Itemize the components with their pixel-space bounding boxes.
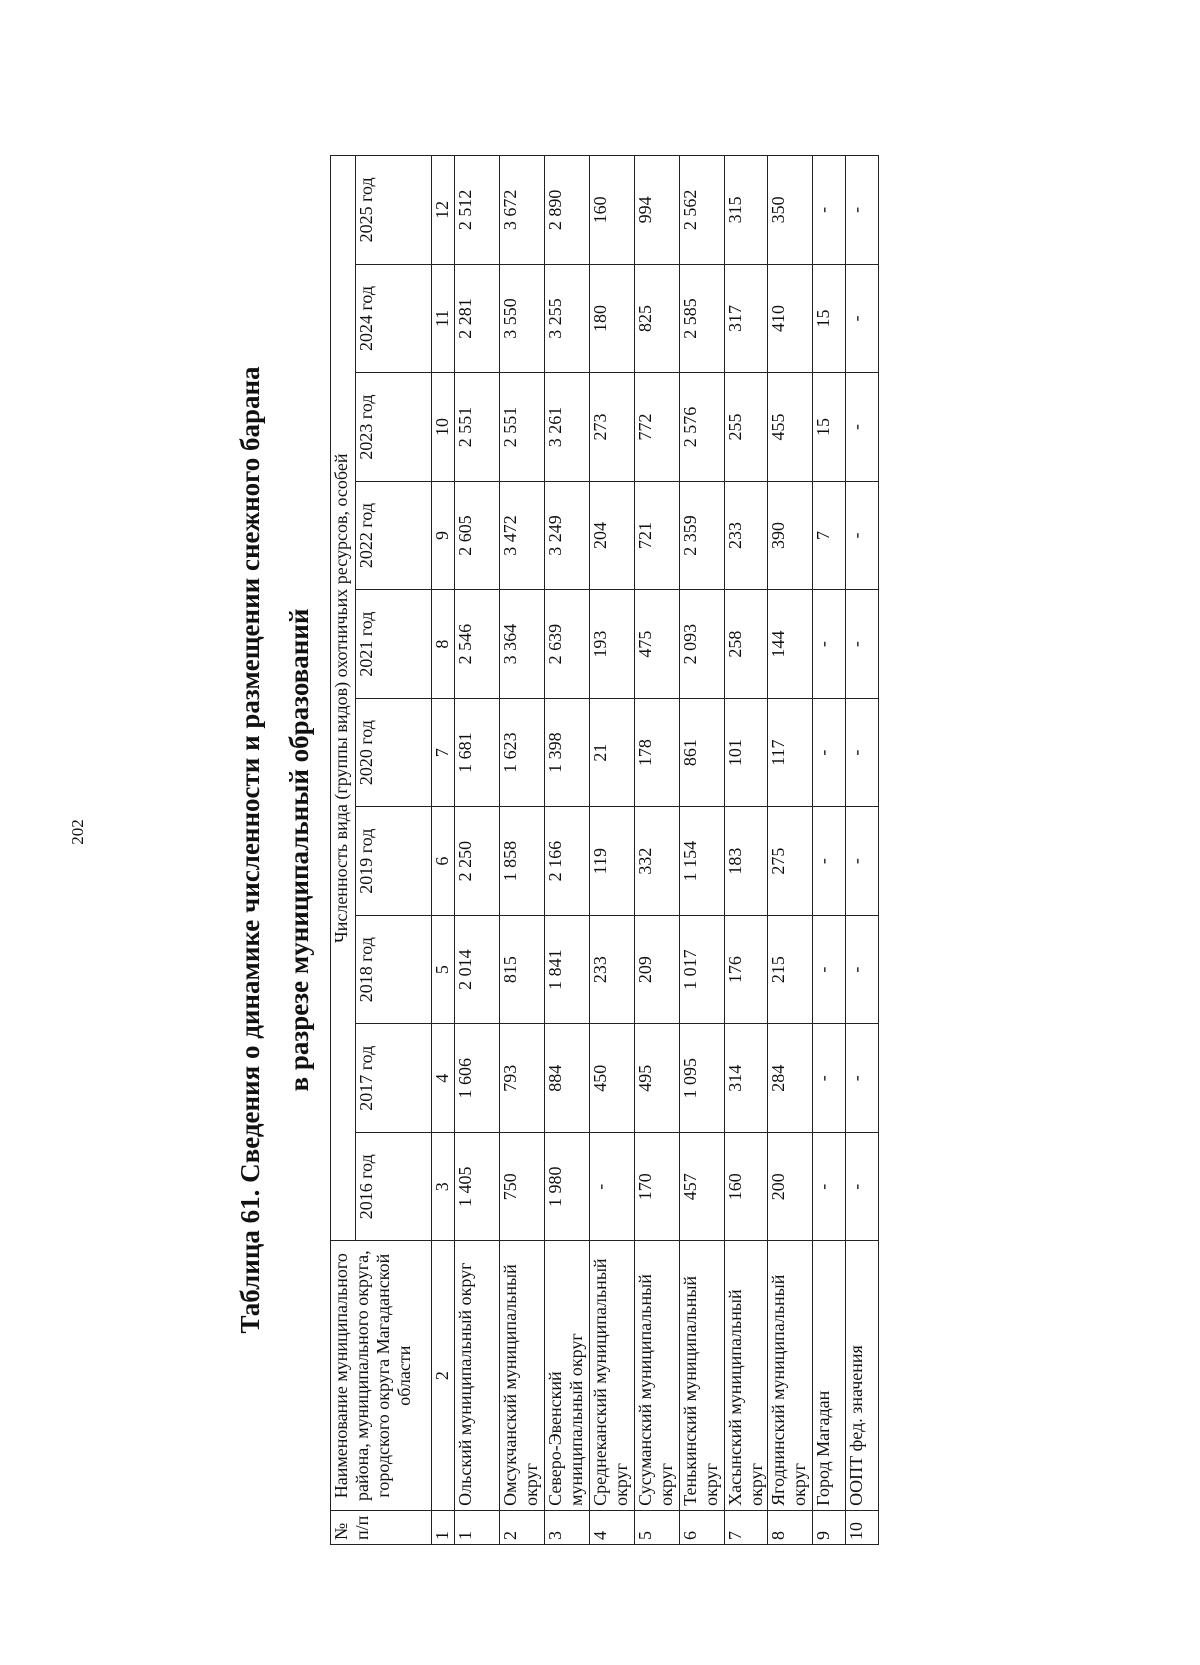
header-number: № п/п (331, 1510, 432, 1544)
population-value: - (590, 1132, 635, 1241)
population-value: 2 250 (455, 807, 500, 916)
population-value: 815 (500, 915, 545, 1024)
table-row (768, 156, 813, 1545)
population-value: - (846, 590, 879, 699)
index-cell: 12 (432, 156, 455, 265)
population-value: 2 585 (680, 264, 725, 373)
population-value: 15 (813, 264, 846, 373)
population-value: - (813, 915, 846, 1024)
population-value: 3 672 (500, 156, 545, 265)
population-value: 2 576 (680, 373, 725, 482)
population-value: 180 (590, 264, 635, 373)
population-value: 3 472 (500, 481, 545, 590)
population-value: 101 (725, 698, 768, 807)
municipality-name: Хасынский муниципальный округ (725, 1241, 768, 1510)
population-value: 1 154 (680, 807, 725, 916)
population-value: 176 (725, 915, 768, 1024)
population-value: 2 014 (455, 915, 500, 1024)
population-value: - (846, 1132, 879, 1241)
index-cell: 8 (432, 590, 455, 699)
population-value: 350 (768, 156, 813, 265)
population-value: 200 (768, 1132, 813, 1241)
table-row (813, 156, 846, 1545)
population-value: 1 398 (545, 698, 590, 807)
table-title: Таблица 61. Сведения о динамике численности и размещении снежного барана (235, 366, 265, 1334)
population-value: - (813, 1132, 846, 1241)
table-row (680, 156, 725, 1545)
row-number: 2 (500, 1510, 545, 1544)
population-value: 721 (635, 481, 680, 590)
municipality-name: Ягоднинский муниципальный округ (768, 1241, 813, 1510)
index-cell: 11 (432, 264, 455, 373)
population-value: - (813, 698, 846, 807)
population-value: 160 (590, 156, 635, 265)
row-number: 7 (725, 1510, 768, 1544)
population-value: - (846, 1024, 879, 1133)
population-value: 3 249 (545, 481, 590, 590)
population-value: - (846, 156, 879, 265)
index-cell: 5 (432, 915, 455, 1024)
population-value: - (846, 264, 879, 373)
index-cell: 6 (432, 807, 455, 916)
population-value: 825 (635, 264, 680, 373)
population-value: - (813, 1024, 846, 1133)
population-value: 1 623 (500, 698, 545, 807)
municipality-name: Тенькинский муниципальный округ (680, 1241, 725, 1510)
header-year: 2021 год (356, 590, 432, 699)
column-index-row (432, 156, 455, 1545)
population-value: 475 (635, 590, 680, 699)
population-value: 317 (725, 264, 768, 373)
table-row (725, 156, 768, 1545)
population-value: 3 550 (500, 264, 545, 373)
population-value: 170 (635, 1132, 680, 1241)
population-value: 7 (813, 481, 846, 590)
index-cell: 2 (432, 1241, 455, 1510)
index-cell: 1 (432, 1510, 455, 1544)
population-value: - (846, 373, 879, 482)
row-number: 10 (846, 1510, 879, 1544)
population-value: 233 (590, 915, 635, 1024)
population-value: 772 (635, 373, 680, 482)
header-name: Наименование муниципального района, муниципального округа, городского округа Магаданской области (331, 1241, 432, 1510)
index-cell: 9 (432, 481, 455, 590)
index-cell: 10 (432, 373, 455, 482)
population-value: 1 858 (500, 807, 545, 916)
population-value: 2 562 (680, 156, 725, 265)
population-value: 144 (768, 590, 813, 699)
population-table (330, 155, 879, 1545)
population-value: 3 364 (500, 590, 545, 699)
population-value: 183 (725, 807, 768, 916)
header-year: 2019 год (356, 807, 432, 916)
population-value: 2 166 (545, 807, 590, 916)
header-year: 2017 год (356, 1024, 432, 1133)
population-value: 2 890 (545, 156, 590, 265)
population-value: 215 (768, 915, 813, 1024)
population-value: 750 (500, 1132, 545, 1241)
municipality-name: Северо-Эвенский муниципальный округ (545, 1241, 590, 1510)
population-value: 178 (635, 698, 680, 807)
population-value: 2 281 (455, 264, 500, 373)
population-value: 2 551 (500, 373, 545, 482)
header-year: 2018 год (356, 915, 432, 1024)
population-value: 273 (590, 373, 635, 482)
population-value: 2 551 (455, 373, 500, 482)
table-row (846, 156, 879, 1545)
population-value: - (846, 481, 879, 590)
population-value: - (813, 590, 846, 699)
page-number: 202 (68, 819, 87, 845)
population-value: 884 (545, 1024, 590, 1133)
population-value: 793 (500, 1024, 545, 1133)
population-value: 2 093 (680, 590, 725, 699)
population-value: 21 (590, 698, 635, 807)
index-cell: 4 (432, 1024, 455, 1133)
population-value: 315 (725, 156, 768, 265)
population-value: 233 (725, 481, 768, 590)
table-row (545, 156, 590, 1545)
municipality-name: Омсукчанский муниципальный округ (500, 1241, 545, 1510)
header-year: 2022 год (356, 481, 432, 590)
population-value: - (846, 915, 879, 1024)
header-year: 2024 год (356, 264, 432, 373)
row-number: 9 (813, 1510, 846, 1544)
population-value: 117 (768, 698, 813, 807)
population-value: 390 (768, 481, 813, 590)
index-cell: 7 (432, 698, 455, 807)
population-value: 450 (590, 1024, 635, 1133)
population-value: 3 255 (545, 264, 590, 373)
population-value: 15 (813, 373, 846, 482)
municipality-name: ООПТ фед. значения (846, 1241, 879, 1510)
population-value: 455 (768, 373, 813, 482)
header-population-group: Численность вида (группы видов) охотничьих ресурсов, особей (331, 156, 356, 1242)
population-value: - (846, 698, 879, 807)
population-value: - (813, 156, 846, 265)
population-value: 495 (635, 1024, 680, 1133)
population-value: 994 (635, 156, 680, 265)
header-year: 2023 год (356, 373, 432, 482)
municipality-name: Среднеканский муниципальный округ (590, 1241, 635, 1510)
population-value: 119 (590, 807, 635, 916)
row-number: 8 (768, 1510, 813, 1544)
municipality-name: Город Магадан (813, 1241, 846, 1510)
table-row (455, 156, 500, 1545)
row-number: 1 (455, 1510, 500, 1544)
population-value: 284 (768, 1024, 813, 1133)
population-value: 457 (680, 1132, 725, 1241)
table-subtitle: в разрезе муниципальный образований (284, 608, 314, 1092)
population-value: 193 (590, 590, 635, 699)
population-value: 332 (635, 807, 680, 916)
population-value: 2 359 (680, 481, 725, 590)
header-year: 2025 год (356, 156, 432, 265)
population-value: 209 (635, 915, 680, 1024)
population-value: 1 405 (455, 1132, 500, 1241)
population-value: 255 (725, 373, 768, 482)
population-value: - (813, 807, 846, 916)
header-year: 2016 год (356, 1132, 432, 1241)
population-value: 1 681 (455, 698, 500, 807)
population-value: 275 (768, 807, 813, 916)
population-value: 2 639 (545, 590, 590, 699)
population-value: 204 (590, 481, 635, 590)
population-value: 1 841 (545, 915, 590, 1024)
municipality-name: Сусуманский муниципальный округ (635, 1241, 680, 1510)
index-cell: 3 (432, 1132, 455, 1241)
table-row (500, 156, 545, 1545)
population-value: 1 606 (455, 1024, 500, 1133)
row-number: 5 (635, 1510, 680, 1544)
population-value: 314 (725, 1024, 768, 1133)
population-value: 2 605 (455, 481, 500, 590)
row-number: 3 (545, 1510, 590, 1544)
population-value: 861 (680, 698, 725, 807)
population-value: 410 (768, 264, 813, 373)
row-number: 6 (680, 1510, 725, 1544)
municipality-name: Ольский муниципальный округ (455, 1241, 500, 1510)
row-number: 4 (590, 1510, 635, 1544)
header-year: 2020 год (356, 698, 432, 807)
population-value: 1 017 (680, 915, 725, 1024)
population-value: 160 (725, 1132, 768, 1241)
population-value: - (846, 807, 879, 916)
table-row (635, 156, 680, 1545)
table-row (590, 156, 635, 1545)
population-value: 258 (725, 590, 768, 699)
population-value: 1 095 (680, 1024, 725, 1133)
population-value: 1 980 (545, 1132, 590, 1241)
population-value: 2 546 (455, 590, 500, 699)
rotated-page-content (218, 145, 918, 1555)
population-value: 3 261 (545, 373, 590, 482)
population-value: 2 512 (455, 156, 500, 265)
